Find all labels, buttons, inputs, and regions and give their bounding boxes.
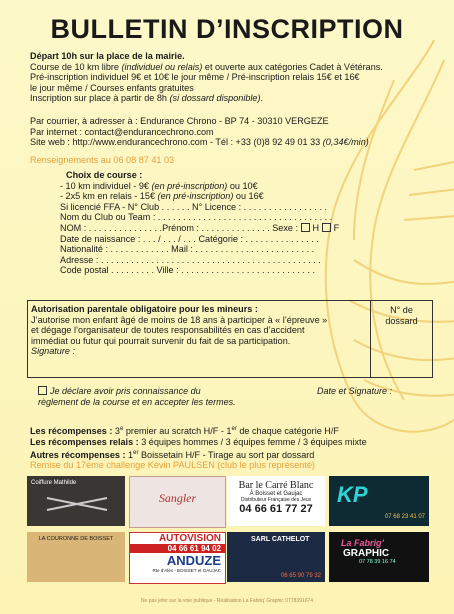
recompenses-relais-label: Les récompenses relais : bbox=[30, 436, 142, 447]
option-relais[interactable]: - 2x5 km en relais - 15€ bbox=[60, 191, 158, 202]
contact-site-tarif: (0,34€/min) bbox=[322, 137, 369, 148]
sponsor-kp-logo: KP bbox=[337, 482, 368, 507]
reglement-checkbox[interactable] bbox=[38, 386, 47, 395]
intro-line5a: Inscription sur place à partir de 8h bbox=[30, 93, 170, 104]
option-individuel-note: (en pré-inscription) bbox=[151, 180, 228, 191]
footer: Ne pas jeter sur la voie publique - Réalisation La Fabriq’ Graphic 0778391674 bbox=[140, 598, 314, 604]
sponsor-fabriq-title: La Fabrig’ bbox=[341, 538, 385, 548]
rec3-num: 1 bbox=[128, 449, 134, 460]
nom-prenom-field[interactable]: NOM : . . . . . . . . . . . . . . .Prénom : . . . . . . . . . . . . . . Sexe : bbox=[60, 222, 301, 233]
autorisation-line2: et dégage l’organisateur de toutes responsabilités en cas d’accident bbox=[31, 325, 305, 336]
option-relais-note: (en pré-inscription) bbox=[157, 191, 234, 202]
intro-block bbox=[30, 51, 383, 104]
sponsor-cathelot-title: SARL CATHELOT bbox=[251, 536, 310, 543]
autorisation-line1: J’autorise mon enfant âgé de moins de 18 ans à participer à « l’épreuve » bbox=[31, 314, 328, 325]
sponsor-coiffure-text: Coiffure Mathilde bbox=[31, 480, 77, 486]
intro-line1: Départ 10h sur la place de la mairie. bbox=[30, 51, 185, 61]
sponsor-fabriq bbox=[329, 532, 429, 582]
autorisation-line3: immédiat ou futur qui pourrait survenir du fait de sa participation. bbox=[31, 335, 291, 346]
scissors-icon bbox=[27, 490, 125, 520]
option-individuel-price: ou 10€ bbox=[227, 180, 258, 191]
declaration-line1: Je déclare avoir pris connaissance du bbox=[50, 386, 201, 396]
sponsor-kp-phone: 07 68 23 41 07 bbox=[384, 514, 425, 520]
sponsor-carre-blanc-title: Bar le Carré Blanc bbox=[238, 480, 314, 491]
rec3-sup: er bbox=[133, 449, 139, 456]
contact-renseignements: Renseignements au 06 08 87 41 03 bbox=[30, 154, 175, 165]
contact-internet: Par internet : contact@endurancechrono.com bbox=[30, 126, 214, 137]
sponsor-autovision-phone: 04 66 61 94 02 bbox=[130, 544, 225, 553]
dossard-label: N° de dossard bbox=[385, 305, 418, 326]
sponsor-couronne bbox=[27, 532, 125, 582]
sponsor-carre-blanc bbox=[227, 476, 325, 526]
code-postal-field[interactable]: Code postal . . . . . . . . . Ville : . . . . . . . . . . . . . . . . . . . . . . . . . . . bbox=[60, 265, 316, 276]
challenge-line: Remise du 17ème challenge Kévin PAULSEN (club le plus représenté) bbox=[30, 460, 315, 471]
intro-line3: Pré-inscription individuel 9€ et 10€ le jour même / Pré-inscription relais 15€ et 16€ bbox=[30, 72, 360, 83]
intro-line2a: Course de 10 km libre bbox=[30, 61, 122, 72]
contact-courrier: Par courrier, à adresser à : Endurance Chrono - BP 74 - 30310 VERGEZE bbox=[30, 116, 329, 126]
intro-line5b: (si dossard disponible) bbox=[169, 93, 261, 104]
sponsor-fabriq-graphic: GRAPHIC bbox=[343, 548, 390, 559]
recompenses-label: Les récompenses : bbox=[30, 426, 115, 437]
date-signature-field[interactable]: Date et Signature : bbox=[317, 386, 393, 396]
intro-line4: le jour même / Courses enfants gratuites bbox=[30, 82, 194, 93]
page-title: BULLETIN D’INSCRIPTION bbox=[50, 14, 404, 44]
rec1-text2: de chaque catégorie H/F bbox=[236, 426, 339, 437]
rec1-text: premier au scratch H/F - 1 bbox=[123, 426, 232, 437]
sexe-h-label: H bbox=[312, 222, 320, 233]
naissance-field[interactable]: Date de naissance : . . . / . . . / . . . Catégorie : . . . . . . . . . . . . . . . bbox=[60, 233, 319, 244]
sponsor-couronne-text: LA COURONNE DE BOISSET bbox=[38, 536, 114, 542]
sexe-f-label: F bbox=[333, 222, 340, 233]
intro-line5c: . bbox=[260, 93, 264, 104]
recompenses-block bbox=[30, 424, 367, 471]
sponsor-fabriq-phone: 07 78 39 16 74 bbox=[359, 559, 396, 565]
nationalite-field[interactable]: Nationalité : . . . . . . . . . . . . Mail : . . . . . . . . . . . . . . . . . . . . . . . . bbox=[60, 244, 315, 255]
autres-recompenses-label: Autres récompenses : bbox=[30, 449, 129, 460]
licence-field[interactable]: Si licencié FFA - N° Club . . . . . . N° Licence : . . . . . . . . . . . . . . . . . bbox=[60, 201, 328, 212]
choix-title: Choix de course : bbox=[66, 170, 143, 180]
sponsor-cathelot-phone: 06 65 90 79 32 bbox=[280, 573, 321, 579]
sponsor-carre-blanc-phone: 04 66 61 77 27 bbox=[239, 503, 313, 515]
rec3-text: Boissetain H/F - Tirage au sort par dossard bbox=[138, 449, 315, 460]
rec1-sup2: er bbox=[231, 426, 237, 432]
contact-block bbox=[30, 116, 369, 165]
sponsor-coiffure bbox=[27, 476, 125, 526]
sponsor-autovision-address: Rte d’Alès - BOISSET et GAUJAC bbox=[152, 568, 221, 573]
option-individuel[interactable]: - 10 km individuel - 9€ bbox=[60, 180, 152, 191]
sponsor-cathelot bbox=[227, 532, 325, 582]
club-field[interactable]: Nom du Club ou Team : . . . . . . . . . . . . . . . . . . . . . . . . . . . . . . . . . . . bbox=[60, 212, 333, 223]
sponsor-carre-blanc-fdj: Distributeur Française des Jeux bbox=[240, 497, 312, 503]
sponsor-sangler-text: Sangler bbox=[158, 491, 197, 505]
sponsor-sangler bbox=[129, 476, 226, 528]
sponsor-kp bbox=[329, 476, 429, 526]
intro-line2b: (individuel ou relais) bbox=[121, 61, 203, 72]
option-relais-price: ou 16€ bbox=[233, 191, 264, 202]
signature-field[interactable]: Signature : bbox=[31, 346, 75, 357]
sponsor-autovision-city: ANDUZE bbox=[166, 553, 221, 568]
declaration bbox=[38, 386, 236, 408]
registration-form bbox=[60, 170, 339, 276]
sponsor-carre-blanc-sub: À Boisset et Gaujac bbox=[249, 491, 303, 497]
rec1-sup: e bbox=[119, 426, 124, 432]
sexe-f-checkbox[interactable] bbox=[322, 223, 331, 232]
sexe-h-checkbox[interactable] bbox=[301, 223, 310, 232]
intro-line2c: et ouverte aux catégories Cadet à Vétérans. bbox=[202, 61, 383, 72]
dossard-box bbox=[370, 301, 432, 377]
rec1-num: 3 bbox=[114, 426, 120, 437]
autorisation-box bbox=[27, 300, 433, 378]
contact-site: Site web : http://www.endurancechrono.com - Tél : +33 (0)8 92 49 01 33 bbox=[30, 137, 323, 148]
sponsor-autovision-title: AUTOVISION bbox=[158, 533, 221, 544]
declaration-line2: règlement de la course et en accepter les termes. bbox=[38, 397, 236, 407]
adresse-field[interactable]: Adresse : . . . . . . . . . . . . . . . . . . . . . . . . . . . . . . . . . . . . . . . . . . . . bbox=[60, 254, 321, 265]
rec2-text: 3 équipes hommes / 3 équipes femme / 3 équipes mixte bbox=[141, 436, 367, 447]
autorisation-title: Autorisation parentale obligatoire pour les mineurs : bbox=[31, 304, 258, 314]
sponsor-autovision bbox=[129, 532, 226, 584]
